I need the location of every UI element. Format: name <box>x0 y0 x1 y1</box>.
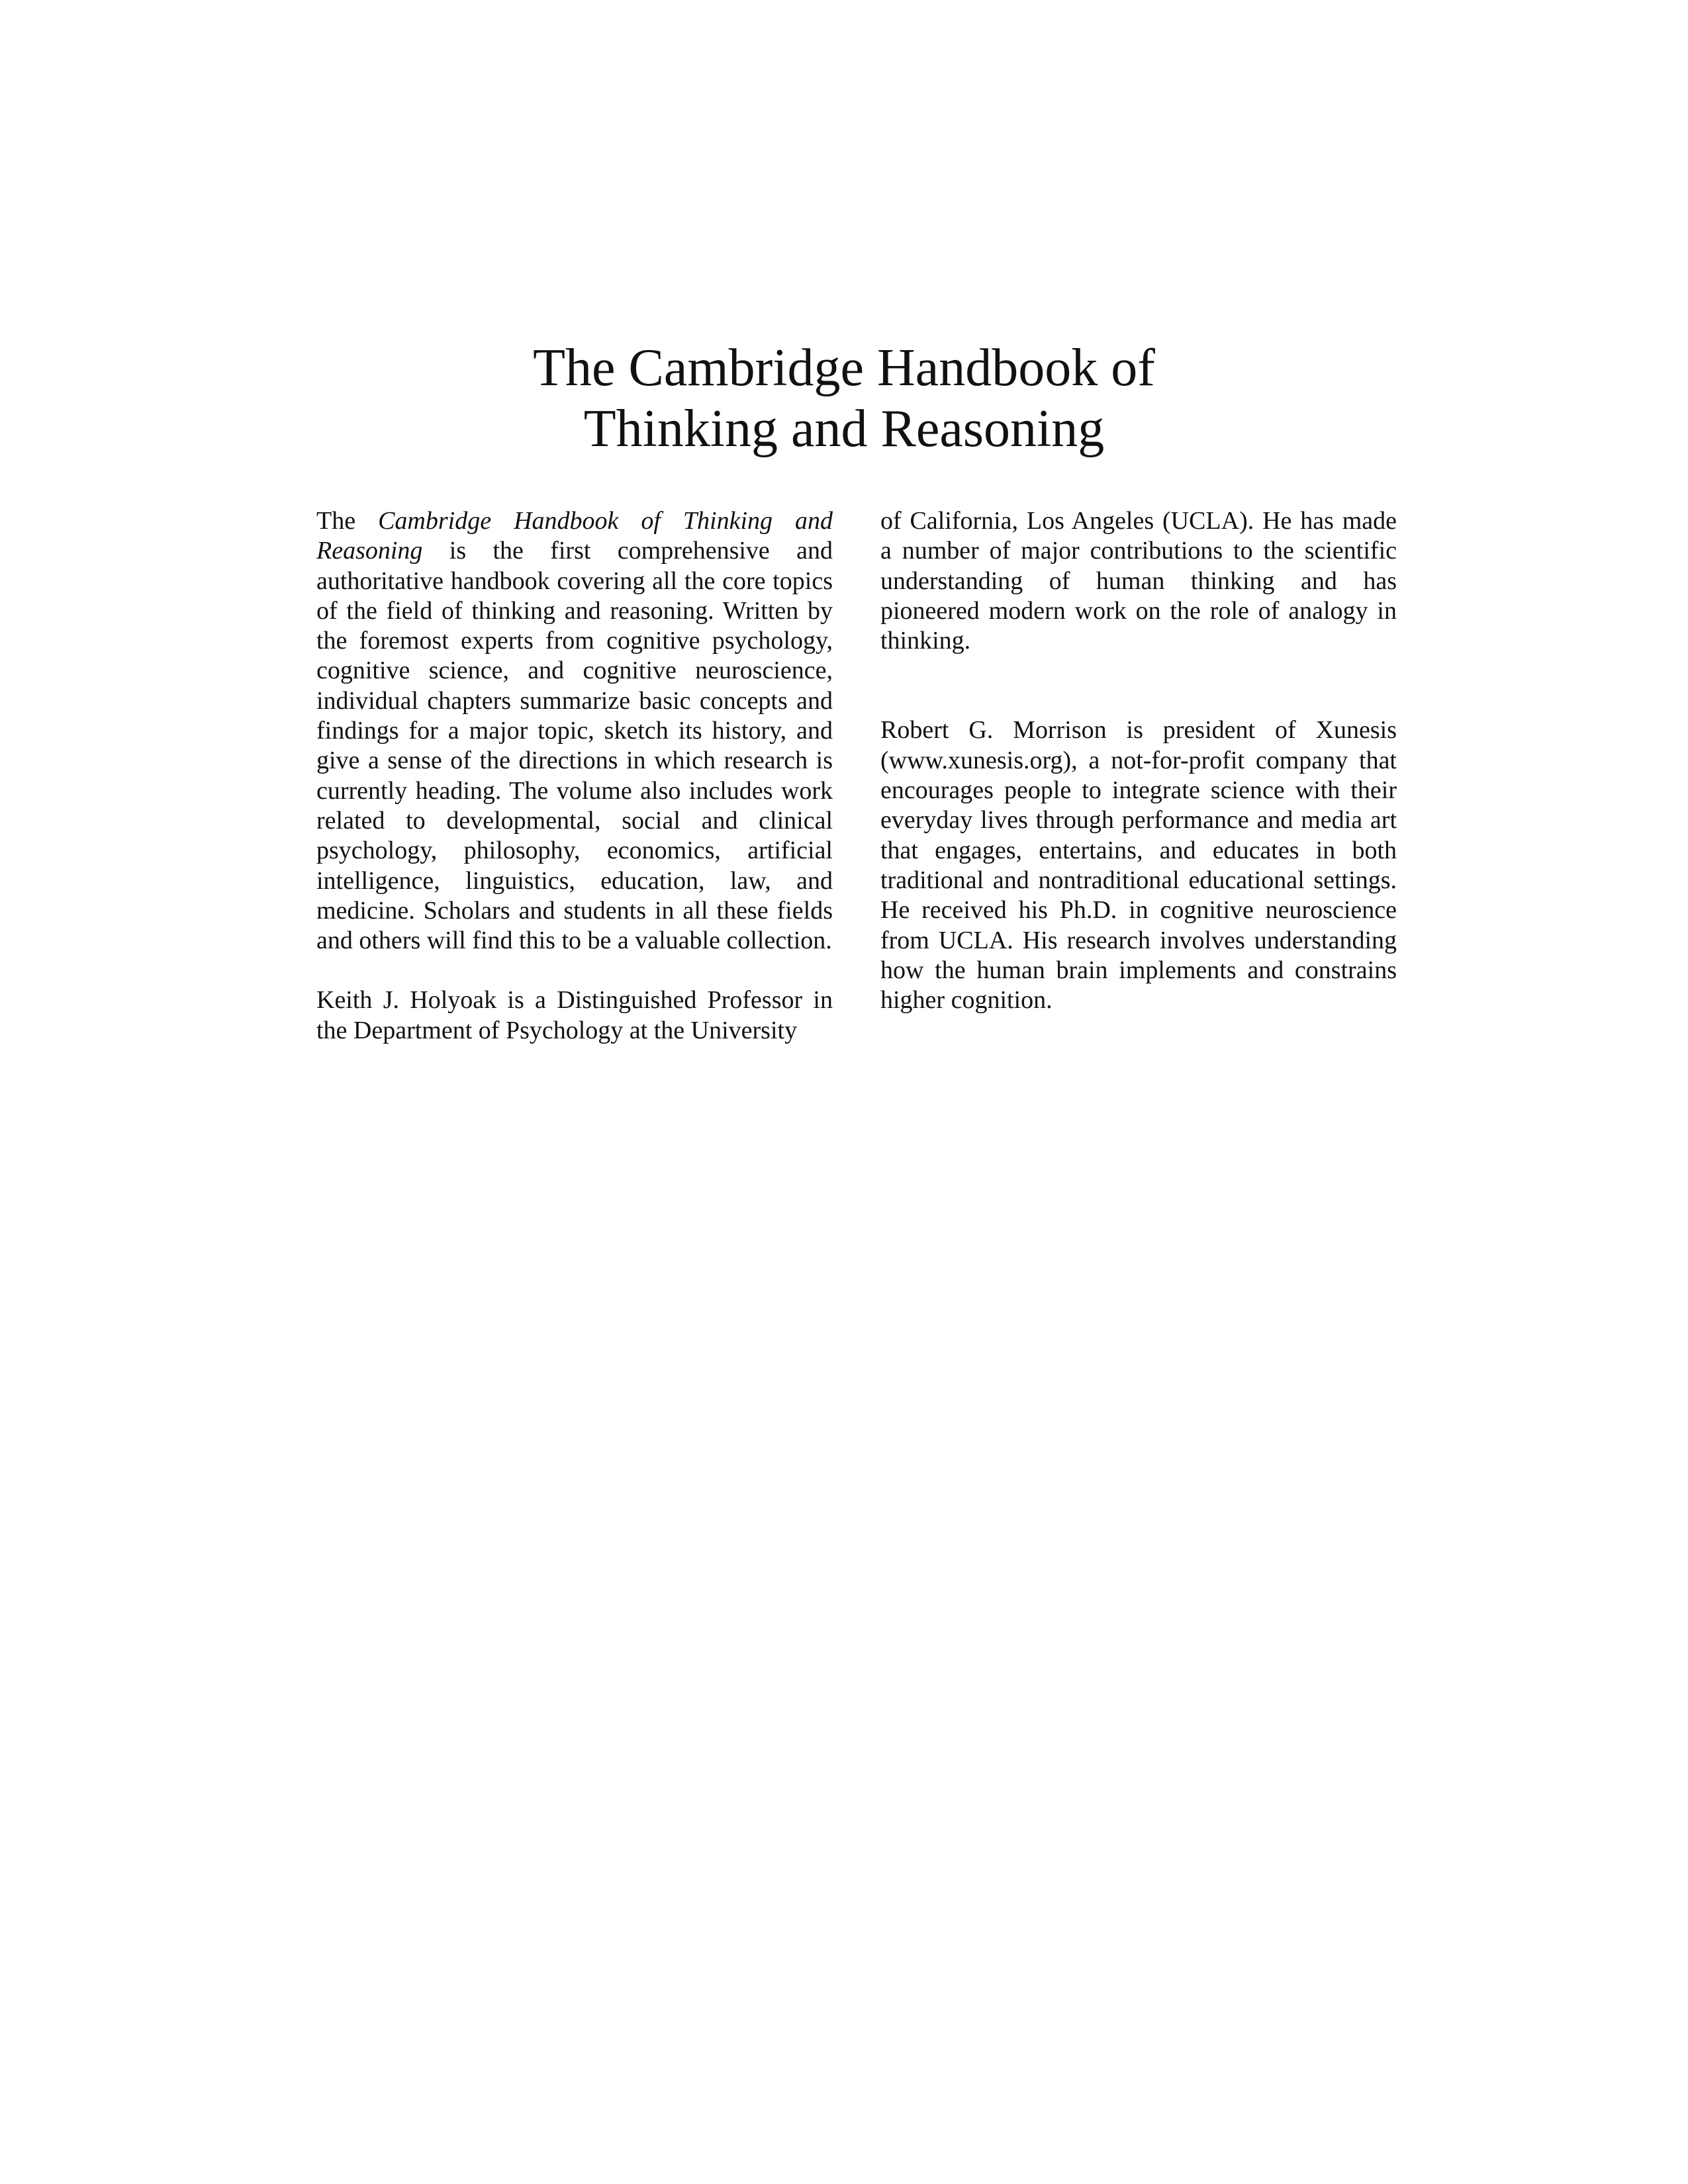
left-column <box>316 506 833 1046</box>
intro-paragraph <box>316 506 833 956</box>
morrison-bio-paragraph: Robert G. Morrison is president of Xunesis (www.xunesis.org), a not-for-profit company that encourages people to integrate science with their everyday lives through performance and media art that engages, entertains, and educates in both traditional and nontraditional educational settings. He received his Ph.D. in cognitive neuroscience from UCLA. His research involves understanding how the human brain implements and constrains higher cognition. <box>880 716 1397 1015</box>
book-title-italic: Cambridge Handbook of Thinking and Reasoning <box>316 507 833 565</box>
right-column <box>880 506 1397 1015</box>
holyoak-bio-paragraph-start: Keith J. Holyoak is a Distinguished Professor in the Department of Psychology at the University <box>316 986 833 1044</box>
title-line-2: Thinking and Reasoning <box>583 400 1105 458</box>
intro-lead: The <box>316 507 379 535</box>
holyoak-bio-paragraph-end: of California, Los Angeles (UCLA). He has made a number of major contributions to the scientific understanding of human thinking and has pioneered modern work on the role of analogy in thinking. <box>880 507 1397 655</box>
intro-body: is the first comprehensive and authoritative handbook covering all the core topics of the field of thinking and reasoning. Written by the foremost experts from cognitive psychology, cognitive science, and cognitive neuroscience, individual chapters summarize basic concepts and findings for a major topic, sketch its history, and give a sense of the directions in which research is currently heading. The volume also includes work related to developmental, social and clinical psychology, philosophy, economics, artificial intelligence, linguistics, education, law, and medicine. Scholars and students in all these fields and others will find this to be a valuable collection. <box>316 537 833 955</box>
title-line-1: The Cambridge Handbook of <box>533 339 1155 397</box>
page-title <box>0 338 1688 459</box>
